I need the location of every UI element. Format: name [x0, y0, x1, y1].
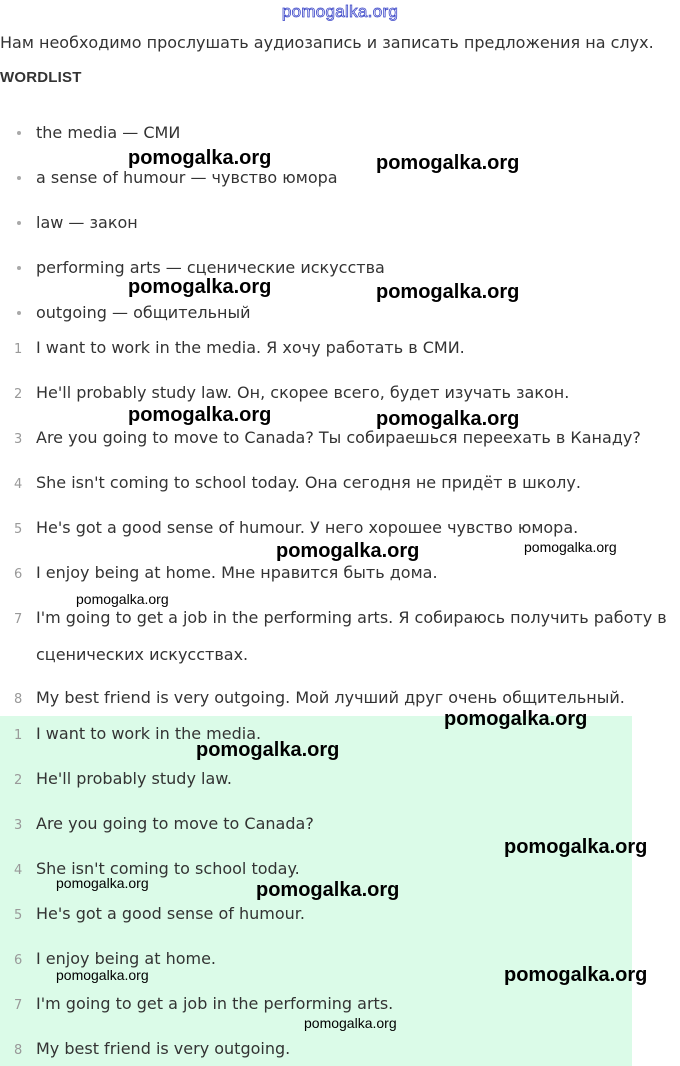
watermark: pomogalka.org: [196, 739, 340, 761]
watermark: pomogalka.org: [128, 147, 272, 169]
watermark: pomogalka.org: [276, 540, 420, 562]
watermark: pomogalka.org: [128, 276, 272, 298]
task-instruction: Нам необходимо прослушать аудиозапись и записать предложения на слух.: [0, 33, 654, 52]
bullet-icon: [17, 131, 21, 135]
watermark: pomogalka.org: [304, 1015, 397, 1031]
watermark: pomogalka.org: [76, 591, 169, 607]
bullet-icon: [17, 176, 21, 180]
watermark: pomogalka.org: [376, 152, 520, 174]
watermark: pomogalka.org: [444, 708, 588, 730]
watermark: pomogalka.org: [56, 967, 149, 983]
watermark: pomogalka.org: [256, 879, 400, 901]
wordlist-heading: WORDLIST: [0, 69, 82, 86]
watermark: pomogalka.org: [128, 404, 272, 426]
bullet-icon: [17, 221, 21, 225]
watermark: pomogalka.org: [56, 875, 149, 891]
watermark: pomogalka.org: [524, 539, 617, 555]
bullet-icon: [17, 266, 21, 270]
watermark: pomogalka.org: [504, 836, 648, 858]
site-logo: pomogalka.org: [281, 2, 399, 21]
watermark: pomogalka.org: [504, 964, 648, 986]
bullet-icon: [17, 311, 21, 315]
watermark: pomogalka.org: [376, 408, 520, 430]
watermark: pomogalka.org: [376, 281, 520, 303]
